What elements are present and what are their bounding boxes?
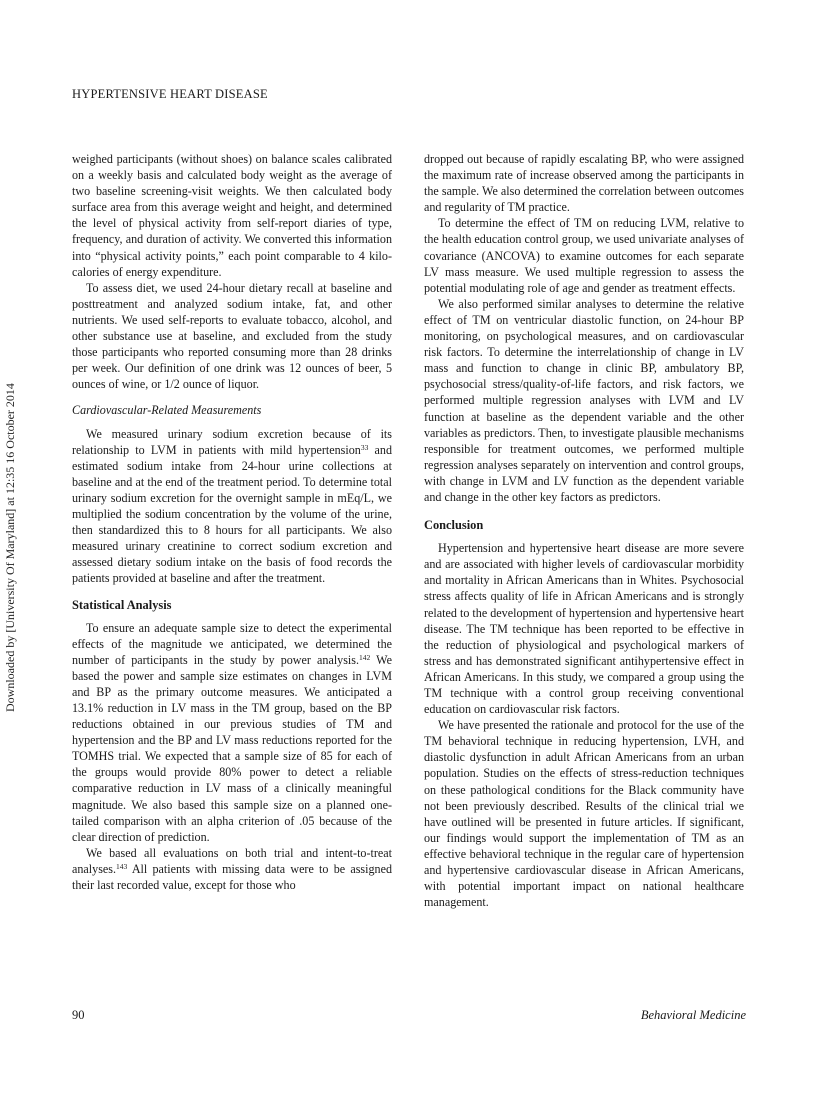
running-head: HYPERTENSIVE HEART DISEASE <box>72 87 268 101</box>
paragraph-text: We based all evaluations on both trial and intent-to-treat analyses. <box>72 845 392 876</box>
paragraph-text: All patients with missing data were to be assigned their last recorded value, except for those who <box>72 861 392 893</box>
paragraph: weighed participants (without shoes) on balance scales calibrated on a weekly basis and calculated body weight as the average of two baseline screening-visit weights. We then calculated body surface area from this average weight and height, and determined the level of physical activity from self-report diaries of type, frequency, and duration of activity. We converted this information into “physical activity points,” each point comparable to 4 kilo-calories of energy expenditure. <box>72 152 392 279</box>
paragraph: Hypertension and hypertensive heart disease are more severe and are associated with higher levels of cardiovascular morbidity and mortality in African Americans than in Whites. Psychosocial stress affects quality of life in African Americans and is strongly related to the development of hypertension and hypertensive heart disease. The TM technique has been reported to be effective in the reduction of physiological and psychological markers of stress and has demonstrated significant antihypertensive effect in African Americans. In this study, we compared a group using the TM technique with a control group receiving conventional education on cardiovascular risk factors. <box>424 541 744 717</box>
paragraph: We have presented the rationale and protocol for the use of the TM behavioral technique in reducing hypertension, LVH, and diastolic dysfunction in adult African Americans from an urban population. Studies on the effects of stress-reduction techniques on these pathological conditions for the Black community have not been previously described. Results of the clinical trial we have outlined will be presented in future articles. If significant, our findings would support the implementation of TM as an effective behavioral technique in the regular care of hypertension and hypertensive cardiovascular disease in African Americans, with potential important impact on national healthcare management. <box>424 718 744 910</box>
citation-ref: 143 <box>116 861 128 871</box>
right-column <box>424 151 744 910</box>
section-subheading: Cardiovascular-Related Measurements <box>72 403 262 418</box>
citation-ref: 142 <box>359 652 371 662</box>
paragraph: We also performed similar analyses to determine the relative effect of TM on ventricular diastolic function, on 24-hour BP monitoring, on psychological measures, and on cardiovascular risk factors. To determine the interrelationship of change in LV mass and function to change in clinic BP, ambulatory BP, psychosocial stress/quality-of-life factors, and risk factors, we performed multiple regression analyses with LVM and LV function at baseline as the dependent variable and the other variables as predictors. Then, to investigate plausible mechanisms responsible for treatment outcomes, we performed multiple regression analyses separately on intervention and control groups, with change in LVM and LV function as the dependent variable and change in the other key factors as predictors. <box>424 296 744 504</box>
paragraph: To determine the effect of TM on reducing LVM, relative to the health education control group, we used univariate analyses of covariance (ANCOVA) to examine outcomes for each separate LV mass measure. We used multiple regression to assess the potential modulating role of age and gender as treatment effects. <box>424 216 744 295</box>
paragraph-text: We based the power and sample size estimates on changes in LVM and BP as the primary outcome measures. We anticipated a 13.1% reduction in LV mass in the TM group, based on the BP reductions obtained in our previous studies of TM and hypertension and the BP and LV mass reductions reported for the TOMHS trial. We expected that a sample size of 85 for each of the groups would provide 80% power to detect a reliable comparative reduction in LV mass of a clinically meaningful magnitude. We also based this sample size on a planned one-tailed comparison with an alpha criterion of .05 because of the clear direction of prediction. <box>72 652 392 844</box>
paragraph <box>72 426 392 587</box>
citation-ref: 33 <box>360 442 369 452</box>
page-number: 90 <box>72 1008 85 1022</box>
paragraph-text: To ensure an adequate sample size to detect the experimental effects of the magnitude we anticipated, we determined the number of participants in the study by power analysis. <box>72 620 392 667</box>
journal-title: Behavioral Medicine <box>640 1008 746 1022</box>
paragraph-text: and estimated sodium intake from 24-hour urine collections at baseline and at the end of the treatment period. To determine total urinary sodium excretion for the overnight sample in mEq/L, we multiplied the sodium concentration by the volume of the urine, then standardized this to 8 hours for all participants. We also measured urinary creatinine to correct sodium excretion and assessed dietary sodium intake on the basis of food records the patients provided at baseline and after the treatment. <box>72 442 392 586</box>
section-heading: Conclusion <box>424 518 484 533</box>
paragraph: To assess diet, we used 24-hour dietary recall at baseline and posttreatment and analyzed sodium intake, fat, and other nutrients. We used self-reports to evaluate tobacco, alcohol, and other substance use at baseline, and excluded from the study those participants who reported consuming more than 28 drinks per week. Our definition of one drink was 12 ounces of beer, 5 ounces of wine, or 1/2 ounce of liquor. <box>72 280 392 392</box>
paragraph <box>72 620 392 845</box>
paragraph <box>72 845 392 893</box>
download-watermark: Downloaded by [University Of Maryland] at 12:35 16 October 2014 <box>3 383 17 712</box>
paragraph-text: We measured urinary sodium excretion because of its relationship to LVM in patients with mild hypertension <box>72 426 392 457</box>
section-heading: Statistical Analysis <box>72 598 172 613</box>
paragraph: dropped out because of rapidly escalating BP, who were assigned the maximum rate of increase observed among the participants in the sample. We also determined the correlation between outcomes and regularity of TM practice. <box>424 152 744 215</box>
left-column <box>72 151 392 893</box>
